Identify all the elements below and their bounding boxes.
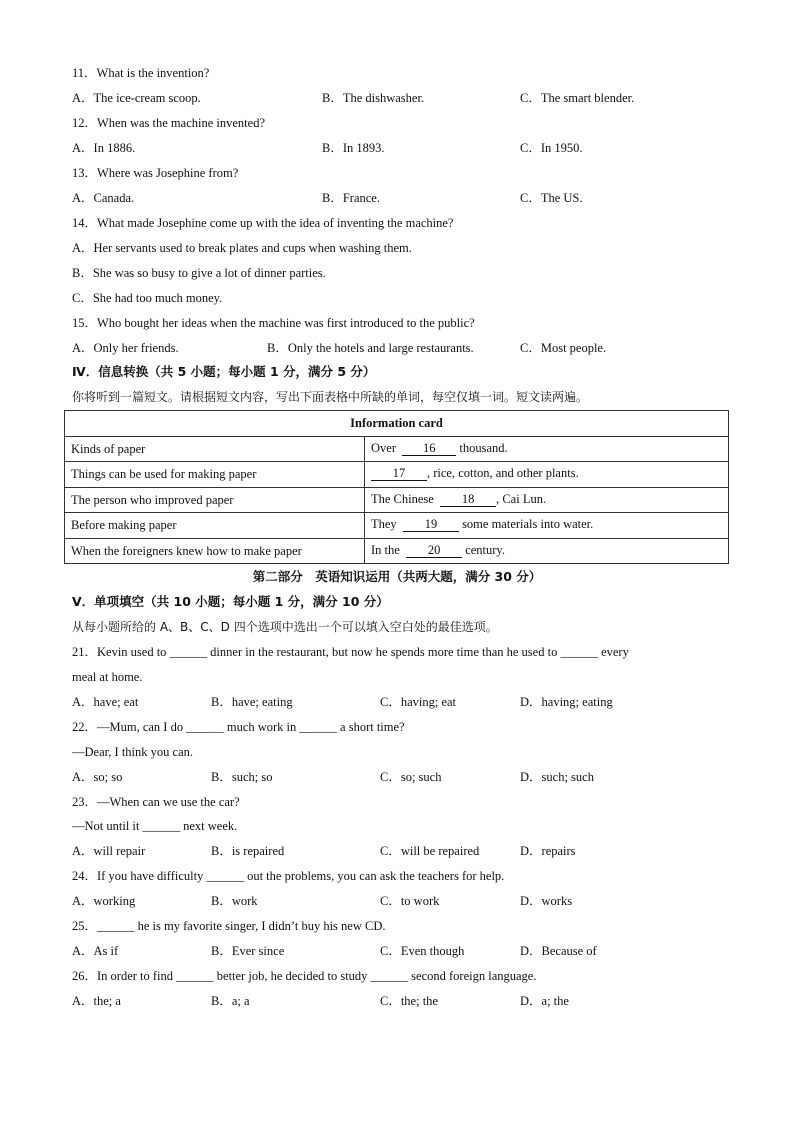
question-23-option-a: A．will repair xyxy=(72,844,146,858)
question-13-stem: 13．Where was Josephine from? xyxy=(72,166,239,180)
question-24-option-d: D．works xyxy=(520,894,573,908)
question-26-option-a: A．the; a xyxy=(72,994,121,1008)
question-14-option-b: B．She was so busy to give a lot of dinner parties. xyxy=(72,266,326,280)
question-24-stem: 24．If you have difficulty ______ out the problems, you can ask the teachers for help. xyxy=(72,869,505,883)
section-5-heading: Ⅴ．单项填空（共 10 小题；每小题 1 分，满分 10 分） xyxy=(72,594,389,609)
question-22-option-c: C．so; such xyxy=(380,770,442,784)
question-14-option-c: C．She had too much money. xyxy=(72,291,223,305)
question-14-option-a: A．Her servants used to break plates and cups when washing them. xyxy=(72,241,412,255)
row-content xyxy=(365,487,729,513)
question-23-option-b: B．is repaired xyxy=(211,844,285,858)
row-suffix: century. xyxy=(462,542,505,557)
row-prefix: Over xyxy=(371,440,400,455)
question-25-option-c: C．Even though xyxy=(380,944,465,958)
table-row xyxy=(65,436,729,462)
question-12-option-c: C．In 1950. xyxy=(520,141,583,155)
question-24-option-b: B．work xyxy=(211,894,258,908)
question-24-option-a: A．working xyxy=(72,894,136,908)
question-21-option-a: A．have; eat xyxy=(72,695,139,709)
question-21-stem-cont: meal at home. xyxy=(72,670,143,684)
row-content xyxy=(365,462,729,488)
question-12-option-b: B．In 1893. xyxy=(322,141,385,155)
question-15-option-b: B．Only the hotels and large restaurants. xyxy=(267,341,474,355)
question-14-stem: 14．What made Josephine come up with the idea of inventing the machine? xyxy=(72,216,454,230)
section-4-heading: Ⅳ．信息转换（共 5 小题；每小题 1 分，满分 5 分） xyxy=(72,364,376,379)
question-12-stem: 12．When was the machine invented? xyxy=(72,116,265,130)
question-22-stem: 22．—Mum, can I do ______ much work in ______ a short time? xyxy=(72,720,405,734)
question-24-option-c: C．to work xyxy=(380,894,440,908)
blank-16[interactable]: 16 xyxy=(402,442,456,456)
row-label: Before making paper xyxy=(65,513,365,539)
question-26-option-b: B．a; a xyxy=(211,994,250,1008)
row-suffix: , rice, cotton, and other plants. xyxy=(427,466,579,481)
question-21-option-d: D．having; eating xyxy=(520,695,613,709)
row-content xyxy=(365,538,729,564)
question-11-option-b: B．The dishwasher. xyxy=(322,91,425,105)
question-23-option-d: D．repairs xyxy=(520,844,576,858)
question-22-option-b: B．such; so xyxy=(211,770,273,784)
question-13-option-b: B．France. xyxy=(322,191,380,205)
section-4-instruction: 你将听到一篇短文。请根据短文内容，写出下面表格中所缺的单词，每空仅填一词。短文读两遍。 xyxy=(72,390,589,404)
table-row xyxy=(65,513,729,539)
row-label: When the foreigners knew how to make paper xyxy=(65,538,365,564)
question-23-option-c: C．will be repaired xyxy=(380,844,480,858)
question-11-option-a: A．The ice-cream scoop. xyxy=(72,91,201,105)
question-26-option-d: D．a; the xyxy=(520,994,569,1008)
question-12-option-a: A．In 1886. xyxy=(72,141,136,155)
question-21-option-c: C．having; eat xyxy=(380,695,457,709)
row-label: The person who improved paper xyxy=(65,487,365,513)
question-25-option-a: A．As if xyxy=(72,944,119,958)
table-row xyxy=(65,538,729,564)
question-11-stem: 11．What is the invention? xyxy=(72,66,210,80)
question-15-option-c: C．Most people. xyxy=(520,341,607,355)
question-26-option-c: C．the; the xyxy=(380,994,438,1008)
question-22-stem-cont: —Dear, I think you can. xyxy=(72,745,193,759)
table-row xyxy=(65,487,729,513)
part-2-heading: 第二部分 英语知识运用（共两大题，满分 30 分） xyxy=(252,569,542,584)
question-25-option-d: D．Because of xyxy=(520,944,597,958)
row-prefix: The Chinese xyxy=(371,491,437,506)
question-13-option-a: A．Canada. xyxy=(72,191,135,205)
table-row xyxy=(65,462,729,488)
question-13-option-c: C．The US. xyxy=(520,191,583,205)
blank-19[interactable]: 19 xyxy=(403,518,459,532)
question-11-option-c: C．The smart blender. xyxy=(520,91,635,105)
section-5-instruction: 从每小题所给的 A、B、C、D 四个选项中选出一个可以填入空白处的最佳选项。 xyxy=(72,620,498,634)
row-suffix: some materials into water. xyxy=(458,517,594,532)
question-25-stem: 25．______ he is my favorite singer, I didn’t buy his new CD. xyxy=(72,919,386,933)
information-card-table xyxy=(64,410,729,564)
question-23-stem-cont: —Not until it ______ next week. xyxy=(72,819,238,833)
question-22-option-a: A．so; so xyxy=(72,770,123,784)
question-21-option-b: B．have; eating xyxy=(211,695,293,709)
question-26-stem: 26．In order to find ______ better job, he decided to study ______ second foreign language. xyxy=(72,969,537,983)
row-prefix: They xyxy=(371,517,400,532)
row-content xyxy=(365,436,729,462)
row-suffix: , Cai Lun. xyxy=(496,491,547,506)
blank-18[interactable]: 18 xyxy=(440,493,496,507)
row-label: Kinds of paper xyxy=(65,436,365,462)
question-15-stem: 15．Who bought her ideas when the machine was first introduced to the public? xyxy=(72,316,475,330)
blank-20[interactable]: 20 xyxy=(406,544,462,558)
question-21-stem: 21．Kevin used to ______ dinner in the restaurant, but now he spends more time than he used to ______ every xyxy=(72,645,629,659)
row-suffix: thousand. xyxy=(456,440,508,455)
information-card-title: Information card xyxy=(65,411,729,437)
question-15-option-a: A．Only her friends. xyxy=(72,341,179,355)
question-23-stem: 23．—When can we use the car? xyxy=(72,795,240,809)
question-25-option-b: B．Ever since xyxy=(211,944,285,958)
row-prefix: In the xyxy=(371,542,403,557)
row-label: Things can be used for making paper xyxy=(65,462,365,488)
row-content xyxy=(365,513,729,539)
question-22-option-d: D．such; such xyxy=(520,770,594,784)
blank-17[interactable]: 17 xyxy=(371,467,427,481)
